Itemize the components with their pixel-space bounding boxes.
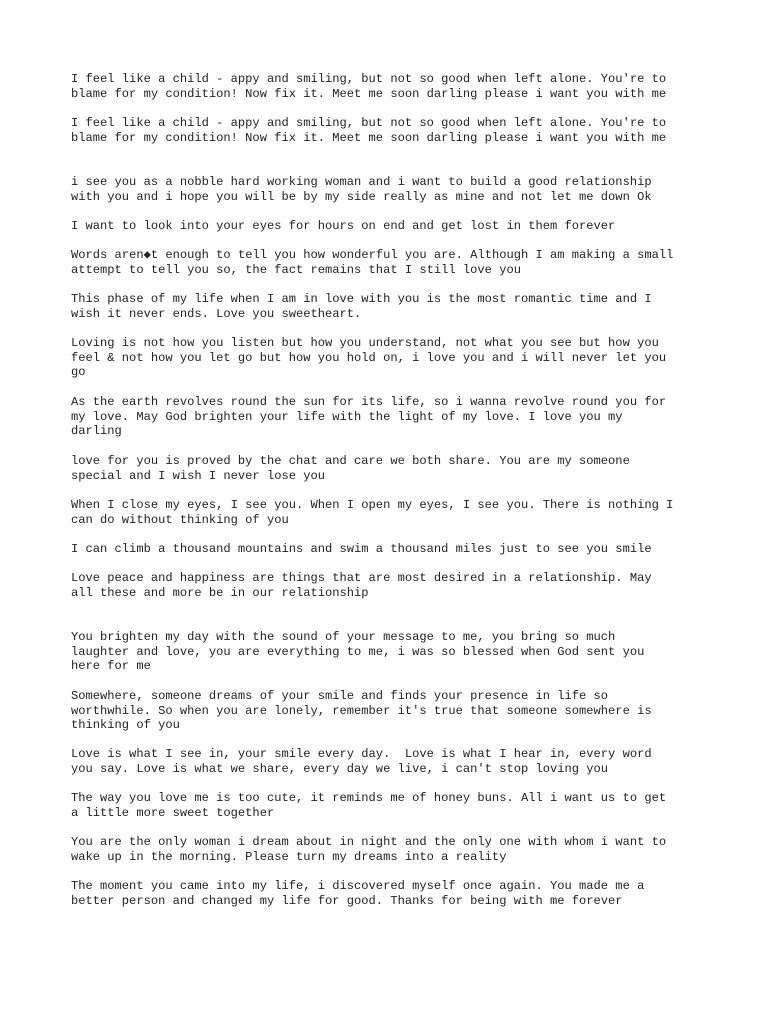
paragraph-8: As the earth revolves round the sun for its life, so i wanna revolve round you for my love. May God brighten your life with the light of my love. I love you my darling — [71, 395, 667, 439]
paragraph-5: Words aren◆t enough to tell you how wonderful you are. Although I am making a small attempt to tell you so, the fact remains that I still love you — [71, 248, 674, 277]
paragraph-10: When I close my eyes, I see you. When I open my eyes, I see you. There is nothing I can do without thinking of you — [71, 498, 674, 527]
paragraph-16: The way you love me is too cute, it reminds me of honey buns. All i want us to get a little more sweet together — [71, 791, 667, 820]
paragraph-1: I feel like a child - appy and smiling, but not so good when left alone. You're to blame for my condition! Now fix it. Meet me soon darling please i want you with me — [71, 72, 667, 101]
paragraph-3: i see you as a nobble hard working woman and i want to build a good relationship with you and i hope you will be by my side really as mine and not let me down Ok — [71, 175, 652, 204]
paragraph-17: You are the only woman i dream about in night and the only one with whom i want to wake up in the morning. Please turn my dreams into a reality — [71, 835, 667, 864]
paragraph-9: love for you is proved by the chat and care we both share. You are my someone special and I wish I never lose you — [71, 454, 630, 483]
paragraph-7: Loving is not how you listen but how you understand, not what you see but how you feel & not how you let go but how you hold on, i love you and i will never let you go — [71, 336, 667, 380]
paragraph-14: Somewhere, someone dreams of your smile and finds your presence in life so worthwhile. So when you are lonely, remember it's true that someone somewhere is thinking of you — [71, 689, 652, 733]
paragraph-15: Love is what I see in, your smile every day. Love is what I hear in, every word you say. Love is what we share, every day we live, i can't stop loving you — [71, 747, 652, 776]
paragraph-2: I feel like a child - appy and smiling, but not so good when left alone. You're to blame for my condition! Now fix it. Meet me soon darling please i want you with me — [71, 116, 667, 145]
paragraph-18: The moment you came into my life, i discovered myself once again. You made me a better person and changed my life for good. Thanks for being with me forever — [71, 879, 645, 908]
paragraph-11: I can climb a thousand mountains and swim a thousand miles just to see you smile — [71, 542, 652, 556]
paragraph-13: You brighten my day with the sound of your message to me, you bring so much laughter and love, you are everything to me, i was so blessed when God sent you here for me — [71, 630, 645, 674]
paragraph-6: This phase of my life when I am in love with you is the most romantic time and I wish it never ends. Love you sweetheart. — [71, 292, 652, 321]
paragraph-12: Love peace and happiness are things that are most desired in a relationship. May all these and more be in our relationship — [71, 571, 652, 600]
paragraph-4: I want to look into your eyes for hours on end and get lost in them forever — [71, 219, 616, 233]
